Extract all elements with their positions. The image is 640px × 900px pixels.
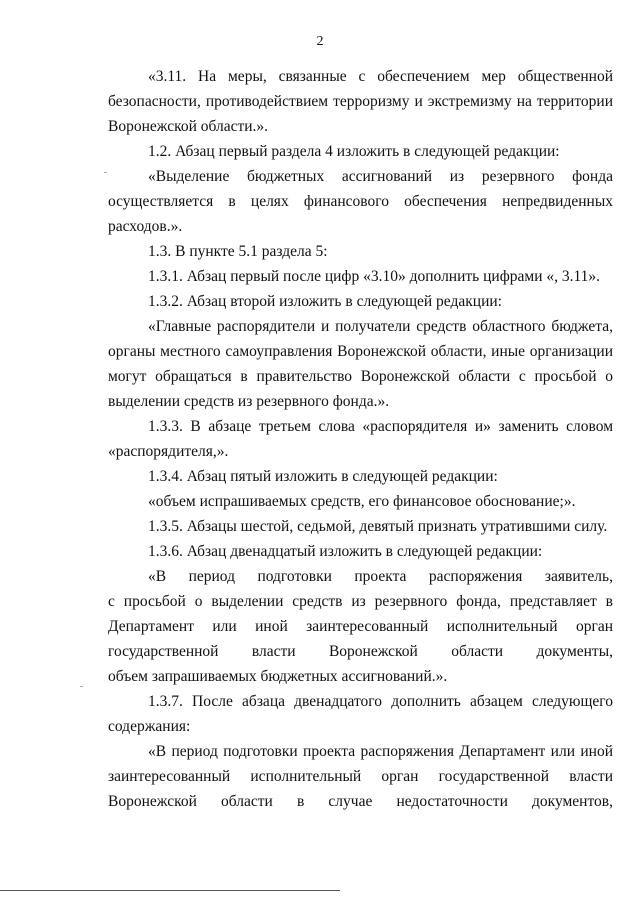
paragraph-line: Воронежской области в случае недостаточности документов,: [108, 793, 613, 810]
paragraph-line: 1.3.2. Абзац второй изложить в следующей редакции:: [148, 293, 502, 310]
scan-artifact-mark: [104, 172, 107, 173]
paragraph-line: «объем испрашиваемых средств, его финансовое обоснование;».: [148, 493, 576, 510]
paragraph-line: 1.3.5. Абзацы шестой, седьмой, девятый признать утратившими силу.: [148, 518, 608, 535]
paragraph-line: «Выделение бюджетных ассигнований из резервного фонда: [148, 168, 613, 185]
paragraph-line: осуществляется в целях финансового обеспечения непредвиденных: [108, 193, 613, 210]
paragraph-line: государственной власти Воронежской области документы,: [108, 643, 613, 660]
paragraph-line: «распорядителя,».: [108, 443, 229, 460]
paragraph-line: выделении средств из резервного фонда.».: [108, 393, 390, 410]
paragraph-line: Воронежской области.».: [108, 118, 269, 135]
page-number: 2: [316, 34, 324, 49]
paragraph: [108, 414, 613, 464]
paragraph: [108, 64, 613, 139]
paragraph-line: 1.3. В пункте 5.1 раздела 5:: [148, 243, 328, 260]
paragraph-line: «Главные распорядители и получатели средств областного бюджета,: [148, 318, 613, 335]
paragraph-line: объем запрашиваемых бюджетных ассигнований.».: [108, 668, 448, 685]
scan-artifact-mark: [80, 686, 83, 687]
paragraph-line: «В период подготовки проекта распоряжения Департамент или иной: [148, 743, 613, 760]
paragraph: [108, 489, 613, 514]
footer-rule: [0, 890, 340, 891]
paragraph: [108, 239, 613, 264]
paragraph-line: расходов.».: [108, 218, 183, 235]
paragraph: [108, 314, 613, 414]
paragraph-line: могут обращаться в правительство Воронежской области с просьбой о: [108, 368, 613, 385]
paragraph: [108, 539, 613, 564]
document-body: [108, 64, 613, 814]
paragraph: [108, 139, 613, 164]
paragraph: [108, 564, 613, 689]
paragraph-line: заинтересованный исполнительный орган государственной власти: [108, 768, 613, 785]
paragraph-line: безопасности, противодействием терроризму и экстремизму на территории: [108, 93, 613, 110]
paragraph-line: Департамент или иной заинтересованный исполнительный орган: [108, 618, 613, 635]
paragraph: [108, 164, 613, 239]
paragraph-line: «3.11. На меры, связанные с обеспечением мер общественной: [148, 68, 613, 85]
paragraph-line: 1.3.3. В абзаце третьем слова «распорядителя и» заменить словом: [148, 418, 613, 435]
paragraph: [108, 689, 613, 739]
paragraph: [108, 289, 613, 314]
paragraph: [108, 739, 613, 814]
paragraph: [108, 514, 613, 539]
paragraph-line: 1.3.4. Абзац пятый изложить в следующей редакции:: [148, 468, 498, 485]
paragraph-line: содержания:: [108, 718, 191, 735]
paragraph: [108, 464, 613, 489]
paragraph-line: с просьбой о выделении средств из резервного фонда, представляет в: [108, 593, 613, 610]
paragraph-line: 1.2. Абзац первый раздела 4 изложить в следующей редакции:: [148, 143, 560, 160]
paragraph-line: 1.3.7. После абзаца двенадцатого дополнить абзацем следующего: [148, 693, 613, 710]
paragraph-line: «В период подготовки проекта распоряжения заявитель,: [148, 568, 613, 585]
paragraph-line: 1.3.6. Абзац двенадцатый изложить в следующей редакции:: [148, 543, 543, 560]
paragraph-line: 1.3.1. Абзац первый после цифр «3.10» дополнить цифрами «, 3.11».: [148, 268, 601, 285]
paragraph: [108, 264, 613, 289]
paragraph-line: органы местного самоуправления Воронежской области, иные организации: [108, 343, 613, 360]
